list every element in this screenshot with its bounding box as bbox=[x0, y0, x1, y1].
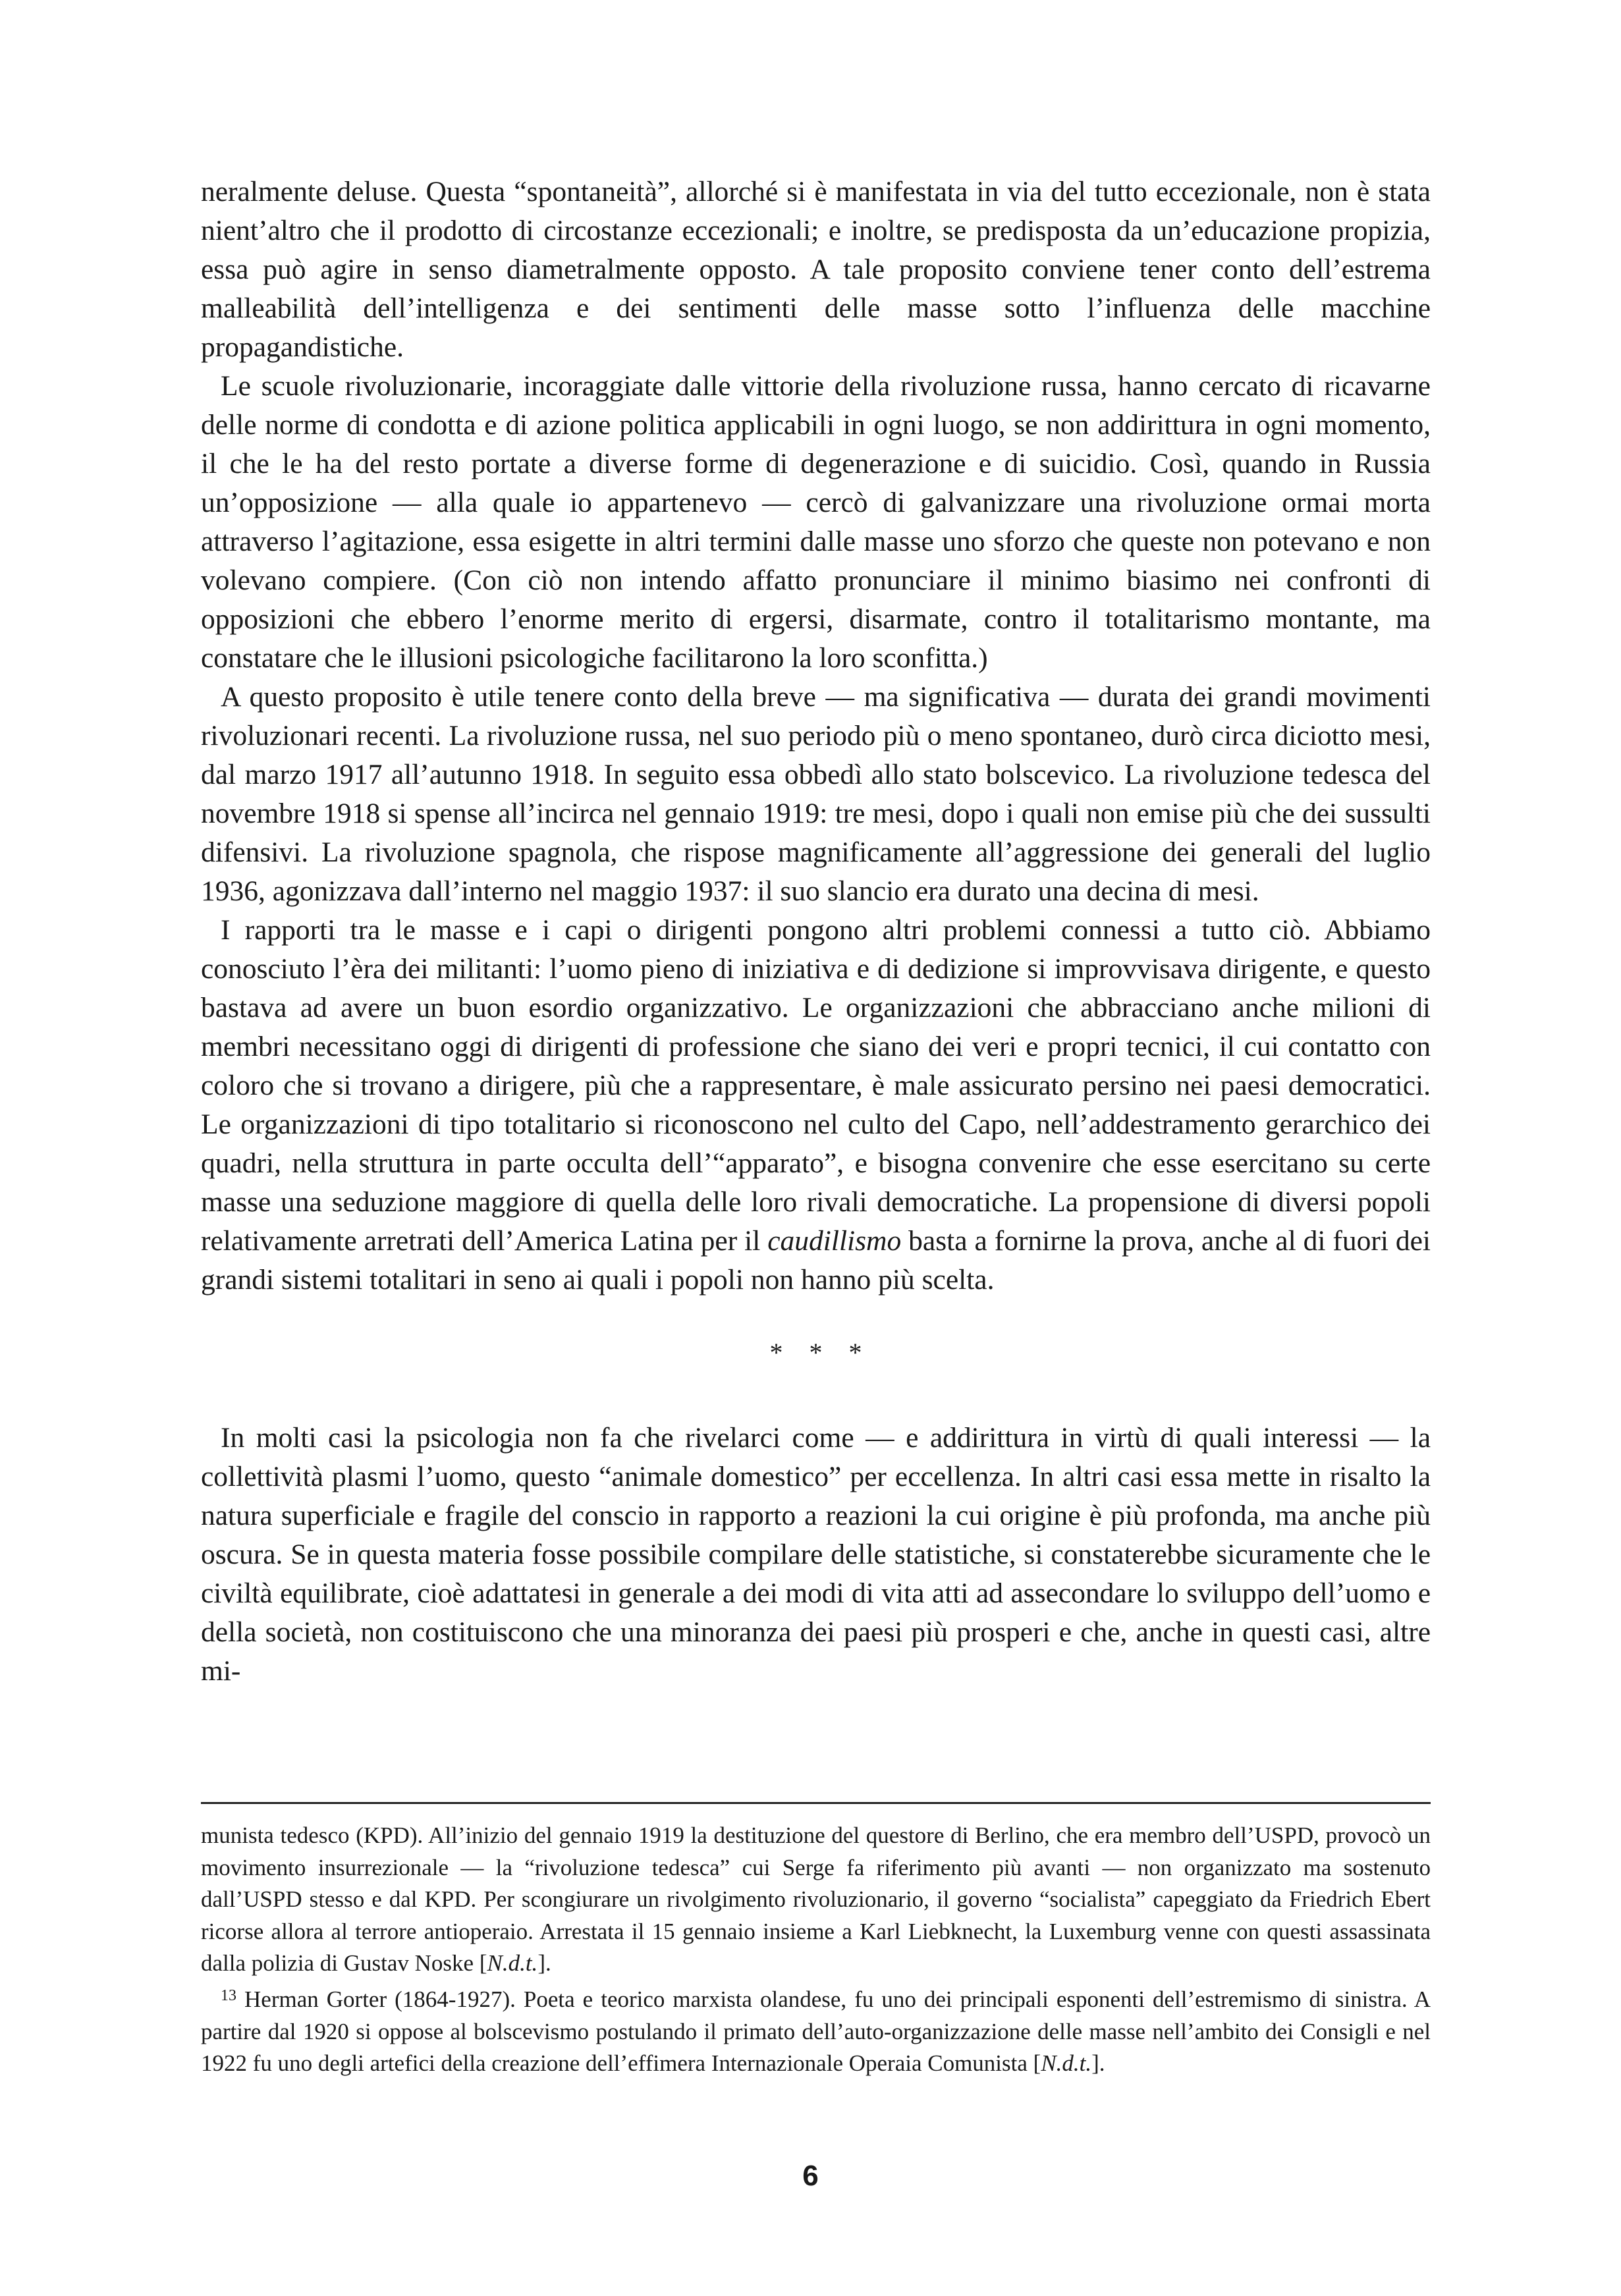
footnote-13-text: Herman Gorter (1864-1927). Poeta e teorico marxista olandese, fu uno dei principali esponenti dell’estremismo di sinistra. A partire dal 1920 si oppose al bolscevismo postulando il primato dell’auto-organizzazione delle masse nell’ambito dei Consigli e nel 1922 fu uno degli artefici della creazione dell’effimera Internazionale Operaia Comunista [ bbox=[201, 1986, 1431, 2077]
main-text bbox=[201, 173, 1431, 1299]
section-separator bbox=[201, 1337, 1431, 1367]
paragraph-4 bbox=[201, 911, 1431, 1299]
main-text-continued bbox=[201, 1419, 1431, 1691]
paragraph-4-text-a: I rapporti tra le masse e i capi o dirigenti pongono altri problemi connessi a tutto ciò. Abbiamo conosciuto l’èra dei militanti: l’uomo pieno di iniziativa e di dedizione si improvvisava dirigente, e questo bastava ad avere un buon esordio organizzativo. Le organizzazioni che abbracciano anche milioni di membri necessitano oggi di dirigenti di professione che siano dei veri e propri tecnici, il cui contatto con coloro che si trovano a dirigere, più che a rappresentare, è male assicurato persino nei paesi democratici. Le organizzazioni di tipo totalitario si riconoscono nel culto del Capo, nell’addestramento gerarchico dei quadri, nella struttura in parte occulta dell’“apparato”, e bisogna convenire che esse esercitano su certe masse una seduzione maggiore di quella delle loro rivali democratiche. La propensione di diversi popoli relativamente arretrati dell’America Latina per il bbox=[201, 914, 1431, 1257]
footnote-continued-text: munista tedesco (KPD). All’inizio del gennaio 1919 la destituzione del questore di Berlino, che era membro dell’USPD, provocò un movimento insurrezionale — la “rivoluzione tedesca” cui Serge fa riferimento più avanti — non organizzato ma sostenuto dall’USPD stesso e dal KPD. Per scongiurare un rivolgimento rivoluzionario, il governo “socialista” capeggiato da Friedrich Ebert ricorse allora al terrore antioperaio. Arrestata il 15 gennaio insieme a Karl Liebknecht, la Luxemburg venne con questi assassinata dalla polizia di Gustav Noske [ bbox=[201, 1822, 1431, 1977]
paragraph-2: Le scuole rivoluzionarie, incoraggiate dalle vittorie della rivoluzione russa, hanno cercato di ricavarne delle norme di condotta e di azione politica applicabili in ogni luogo, se non addirittura in ogni momento, il che le ha del resto portate a diverse forme di degenerazione e di suicidio. Così, quando in Russia un’opposizione — alla quale io appartenevo — cercò di galvanizzare una rivoluzione ormai morta attraverso l’agitazione, essa esigette in altri termini dalle masse uno sforzo che queste non potevano e non volevano compiere. (Con ciò non intendo affatto pronunciare il minimo biasimo nei confronti di opposizioni che ebbero l’enorme merito di ergersi, disarmate, contro il totalitarismo montante, ma constatare che le illusioni psicologiche facilitarono la loro sconfitta.) bbox=[201, 370, 1431, 674]
page-body bbox=[201, 173, 1431, 1691]
footnote-13 bbox=[201, 1984, 1431, 2080]
footnote-continued bbox=[201, 1820, 1431, 1980]
separator-asterisk: * bbox=[848, 1338, 862, 1367]
separator-asterisk: * bbox=[809, 1338, 823, 1367]
footnote-marker: 13 bbox=[221, 1986, 236, 2004]
footnotes bbox=[201, 1820, 1431, 2080]
paragraph-3: A questo proposito è utile tenere conto della breve — ma significativa — durata dei grandi movimenti rivoluzionari recenti. La rivoluzione russa, nel suo periodo più o meno spontaneo, durò circa diciotto mesi, dal marzo 1917 all’autunno 1918. In seguito essa obbedì allo stato bolscevico. La rivoluzione tedesca del novembre 1918 si spense all’incirca nel gennaio 1919: tre mesi, dopo i quali non emise più che dei sussulti difensivi. La rivoluzione spagnola, che rispose magnificamente all’aggressione dei generali del luglio 1936, agonizzava dall’interno nel maggio 1937: il suo slancio era durato una decina di mesi. bbox=[201, 681, 1431, 907]
separator-asterisk: * bbox=[769, 1338, 783, 1367]
italic-term: caudillismo bbox=[767, 1225, 902, 1257]
paragraph-1: neralmente deluse. Questa “spontaneità”, allorché si è manifestata in via del tutto eccezionale, non è stata nient’altro che il prodotto di circostanze eccezionali; e inoltre, se predisposta da un’educazione propizia, essa può agire in senso diametralmente opposto. A tale proposito conviene tener conto dell’estrema malleabilità dell’intelligenza e dei sentimenti delle masse sotto l’influenza delle macchine propagandistiche. bbox=[201, 176, 1431, 363]
paragraph-4-text-b: basta a fornirne la prova, anche al di fuori dei grandi sistemi totalitari in seno ai quali i popoli non hanno più scelta. bbox=[201, 1225, 1431, 1296]
footnote-continued-end: ]. bbox=[537, 1950, 551, 1977]
ndt-abbreviation: N.d.t. bbox=[487, 1950, 538, 1977]
page-number: 6 bbox=[802, 2160, 819, 2192]
footnote-13-end: ]. bbox=[1091, 2050, 1105, 2077]
paragraph-5: In molti casi la psicologia non fa che rivelarci come — e addirittura in virtù di quali interessi — la collettività plasmi l’uomo, questo “animale domestico” per eccellenza. In altri casi essa mette in risalto la natura superficiale e fragile del conscio in rapporto a reazioni la cui origine è più profonda, ma anche più oscura. Se in questa materia fosse possibile compilare delle statistiche, si constaterebbe sicuramente che le civiltà equilibrate, cioè adattatesi in generale a dei modi di vita atti ad assecondare lo sviluppo dell’uomo e della società, non costituiscono che una minoranza dei paesi più prosperi e che, anche in questi casi, altre mi- bbox=[201, 1422, 1431, 1687]
ndt-abbreviation: N.d.t. bbox=[1041, 2050, 1092, 2077]
footnote-divider bbox=[201, 1802, 1431, 1804]
